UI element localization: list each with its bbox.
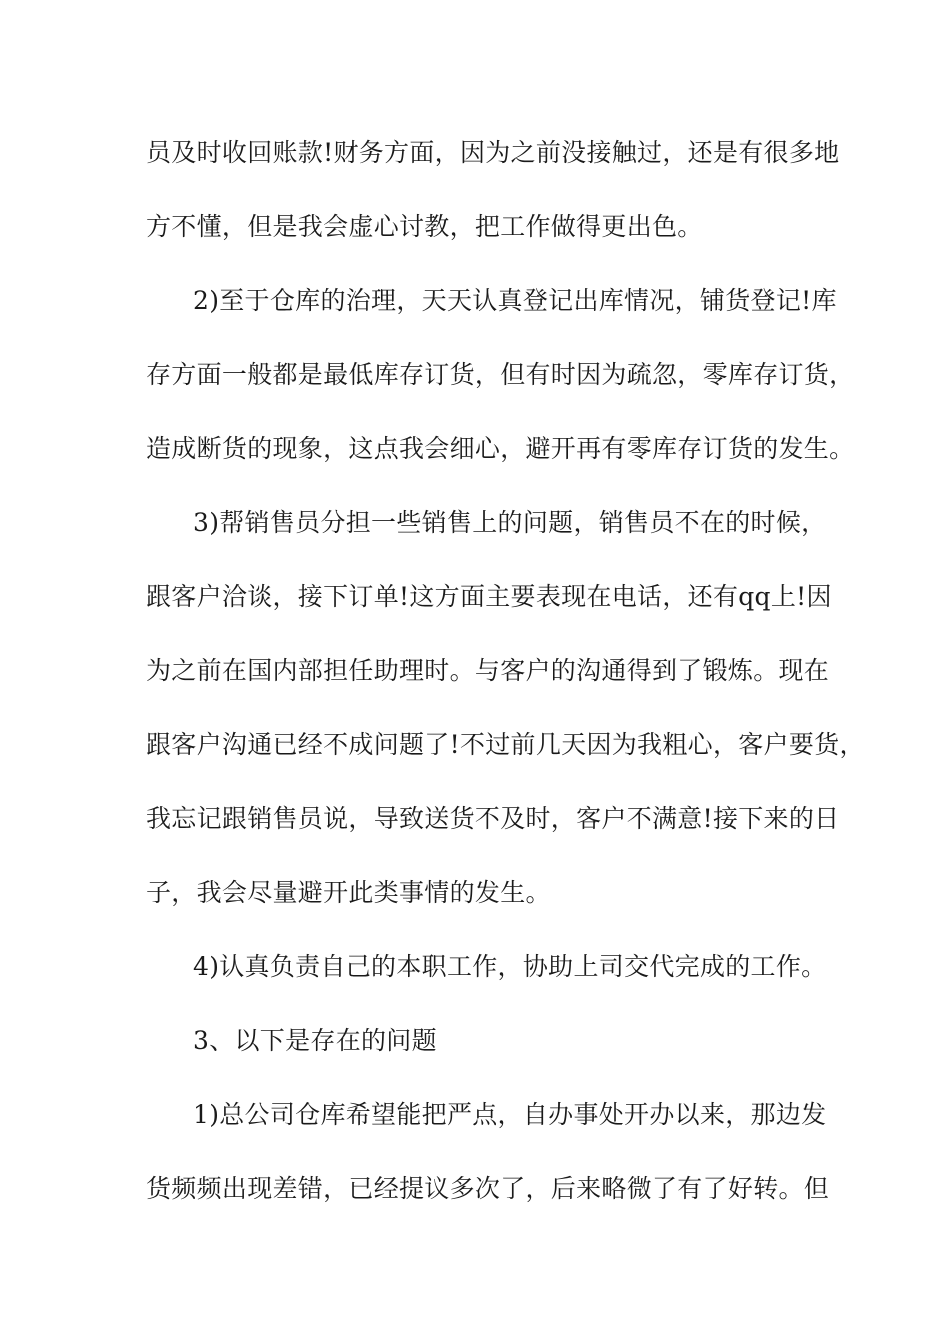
paragraph-first-line: 1)总公司仓库希望能把严点，自办事处开办以来，那边发: [193, 1100, 827, 1129]
body-text-line: 子，我会尽量避开此类事情的发生。: [146, 878, 551, 907]
paragraph-first-line: 4)认真负责自己的本职工作，协助上司交代完成的工作。: [193, 952, 827, 981]
body-text-line: 我忘记跟销售员说，导致送货不及时，客户不满意!接下来的日: [146, 804, 840, 833]
body-text-line: 跟客户洽谈，接下订单!这方面主要表现在电话，还有qq上!因: [146, 582, 832, 611]
body-text-line: 造成断货的现象，这点我会细心，避开再有零库存订货的发生。: [146, 434, 855, 463]
body-text-line: 存方面一般都是最低库存订货，但有时因为疏忽，零库存订货，: [146, 360, 855, 389]
body-text-line: 员及时收回账款!财务方面，因为之前没接触过，还是有很多地: [146, 138, 840, 167]
body-text-line: 货频频出现差错，已经提议多次了，后来略微了有了好转。但: [146, 1174, 830, 1203]
body-text-line: 跟客户沟通已经不成问题了!不过前几天因为我粗心，客户要货，: [146, 730, 865, 759]
body-text-line: 方不懂，但是我会虚心讨教，把工作做得更出色。: [146, 212, 703, 241]
paragraph-first-line: 3)帮销售员分担一些销售上的问题，销售员不在的时候，: [193, 508, 827, 537]
body-text-line: 为之前在国内部担任助理时。与客户的沟通得到了锻炼。现在: [146, 656, 830, 685]
section-heading: 3、以下是存在的问题: [193, 1026, 437, 1055]
paragraph-first-line: 2)至于仓库的治理，天天认真登记出库情况，铺货登记!库: [193, 286, 837, 315]
